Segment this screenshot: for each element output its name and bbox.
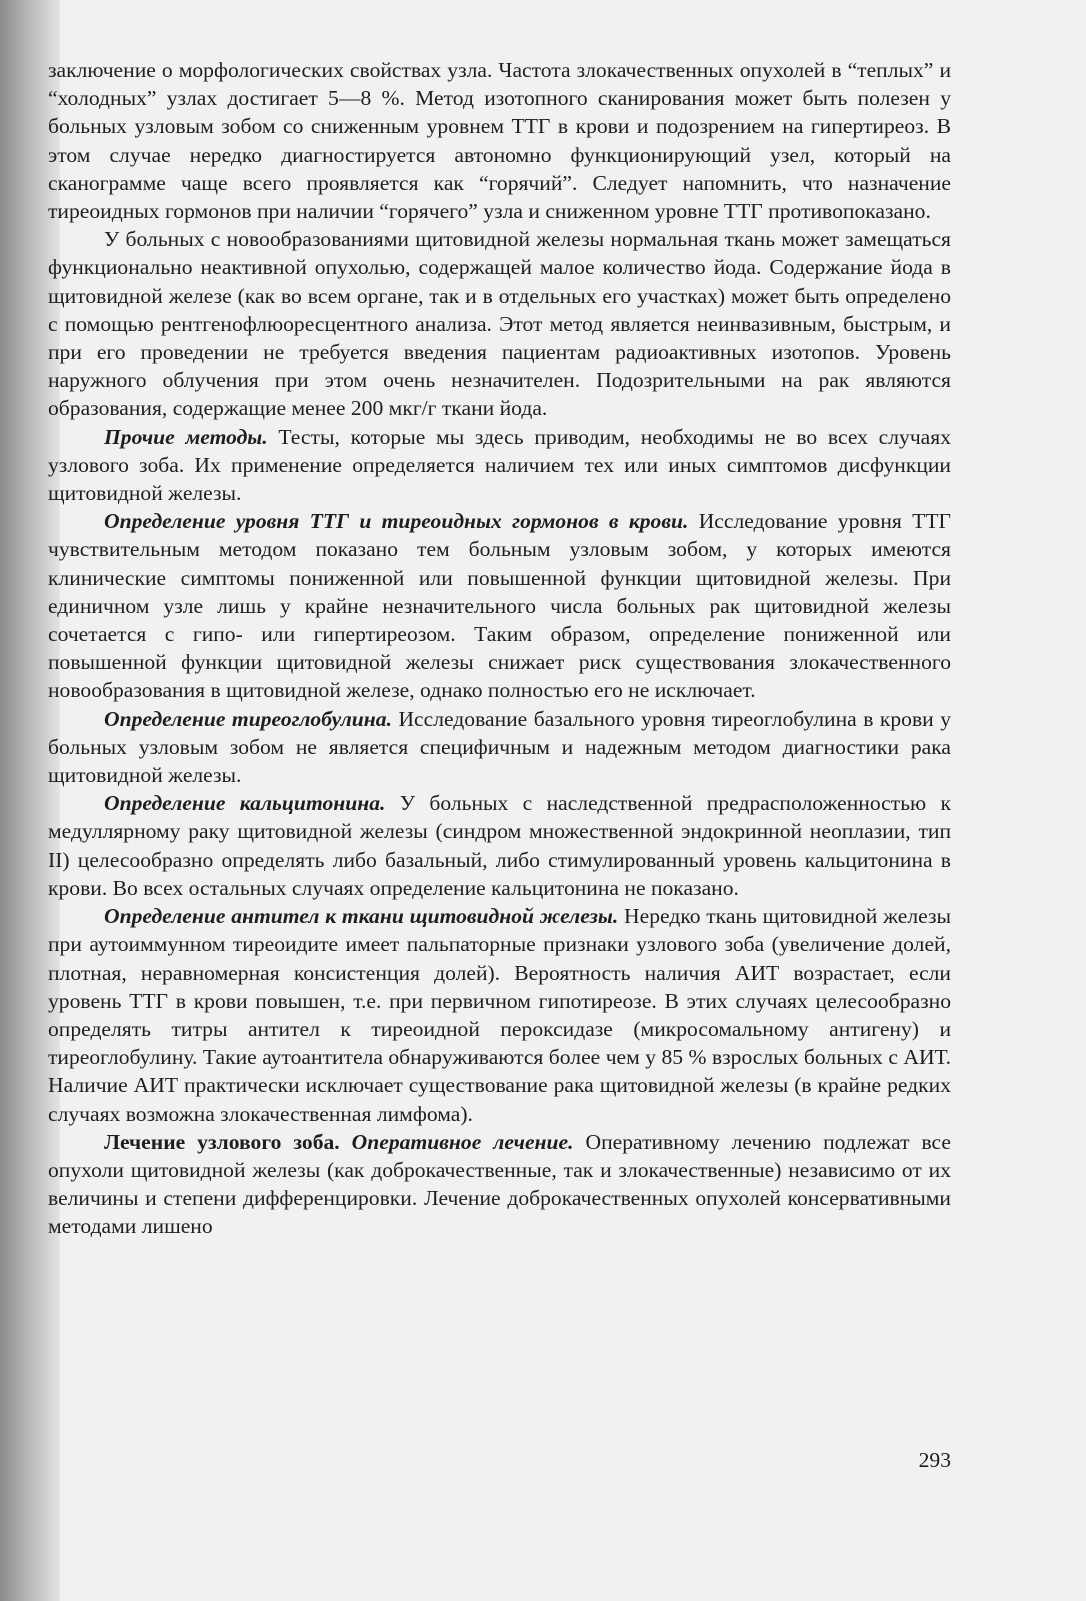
- paragraph-2-body: У больных с новообразованиями щитовидной железы нормальная ткань может замещаться функционально неактивной опухолью, содержащей малое количество йода. Содержание йода в щитовидной железе (как во всем органе, так и в отдельных его участках) может быть определено с помощью рентгенофлюоресцентного анализа. Этот метод является неинвазивным, быстрым, и при его проведении не требуется введения пациентам радиоактивных изотопов. Уровень наружного облучения при этом очень незначителен. Подозрительными на рак являются образования, содержащие менее 200 мкг/г ткани йода.: [48, 227, 951, 421]
- heading-thyroglobulin: Определение тиреоглобулина.: [104, 706, 392, 731]
- heading-treatment: Лечение узлового зоба.: [104, 1129, 340, 1154]
- paragraph-1-body: заключение о морфологических свойствах узла. Частота злокачественных опухолей в “теплых” и “холодных” узлах достигает 5—8 %. Метод изотопного сканирования может быть полезен у больных узловым зобом со сниженным уровнем ТТГ в крови и подозрением на гипертиреоз. В этом случае нередко диагностируется автономно функционирующий узел, который на сканограмме чаще всего проявляется как “горячий”. Следует напомнить, что назначение тиреоидных гормонов при наличии “горячего” узла и сниженном уровне ТТГ противопоказано.: [48, 58, 951, 224]
- paragraph-calcitonin-body: У больных с наследственной предрасположенностью к медуллярному раку щитовидной железы (синдром множественной эндокринной неоплазии, тип II) целесообразно определять либо базальный, либо стимулированный уровень кальцитонина в крови. Во всех остальных случаях определение кальцитонина не показано.: [48, 791, 951, 900]
- heading-ttg: Определение уровня ТТГ и тиреоидных гормонов в крови.: [104, 509, 689, 534]
- paragraph-treatment-body: Оперативному лечению подлежат все опухоли щитовидной железы (как доброкачественные, так и злокачественные) независимо от их величины и степени дифференцировки. Лечение доброкачественных опухолей консервативными методами лишено: [48, 1129, 951, 1239]
- paragraph-treatment: [48, 1128, 951, 1241]
- paragraph-other-methods: [48, 423, 951, 508]
- paragraph-ttg: [48, 507, 951, 704]
- paragraph-other-methods-body: Тесты, которые мы здесь приводим, необходимы не во всех случаях узлового зоба. Их применение определяется наличием тех или иных симптомов дисфункции щитовидной железы.: [48, 424, 951, 506]
- paragraph-calcitonin: [48, 789, 951, 902]
- paragraph-thyroglobulin-body: Исследование базального уровня тиреоглобулина в крови у больных узловым зобом не является специфичным и надежным методом диагностики рака щитовидной железы.: [48, 706, 951, 788]
- heading-surgical-treatment: Оперативное лечение.: [351, 1129, 574, 1154]
- paragraph-1: [48, 56, 951, 225]
- heading-calcitonin: Определение кальцитонина.: [104, 791, 386, 816]
- page-number: 293: [918, 1448, 951, 1472]
- paragraph-antibodies: [48, 902, 951, 1128]
- page-text: [48, 56, 951, 1241]
- paragraph-antibodies-body: Нередко ткань щитовидной железы при аутоиммунном тиреоидите имеет пальпаторные признаки узлового зоба (увеличение долей, плотная, неравномерная консистенция долей). Вероятность наличия АИТ возрастает, если уровень ТТГ в крови повышен, т.е. при первичном гипотиреозе. В этих случаях целесообразно определять титры антител к тиреоидной пероксидазе (микросомальному антигену) и тиреоглобулину. Такие аутоантитела обнаруживаются более чем у 85 % взрослых больных с АИТ. Наличие АИТ практически исключает существование рака щитовидной железы (в крайне редких случаях возможна злокачественная лимфома).: [48, 904, 951, 1126]
- paragraph-2: [48, 225, 951, 422]
- paragraph-thyroglobulin: [48, 705, 951, 790]
- paragraph-ttg-body: Исследование уровня ТТГ чувствительным методом показано тем больным узловым зобом, у которых имеются клинические симптомы пониженной или повышенной функции щитовидной железы. При единичном узле лишь у крайне незначительного числа больных рак щитовидной железы сочетается с гипо- или гипертиреозом. Таким образом, определение пониженной или повышенной функции щитовидной железы снижает риск существования злокачественного новообразования в щитовидной железе, однако полностью его не исключает.: [48, 509, 951, 703]
- heading-antibodies: Определение антител к ткани щитовидной железы.: [104, 904, 619, 929]
- heading-other-methods: Прочие методы.: [104, 424, 268, 449]
